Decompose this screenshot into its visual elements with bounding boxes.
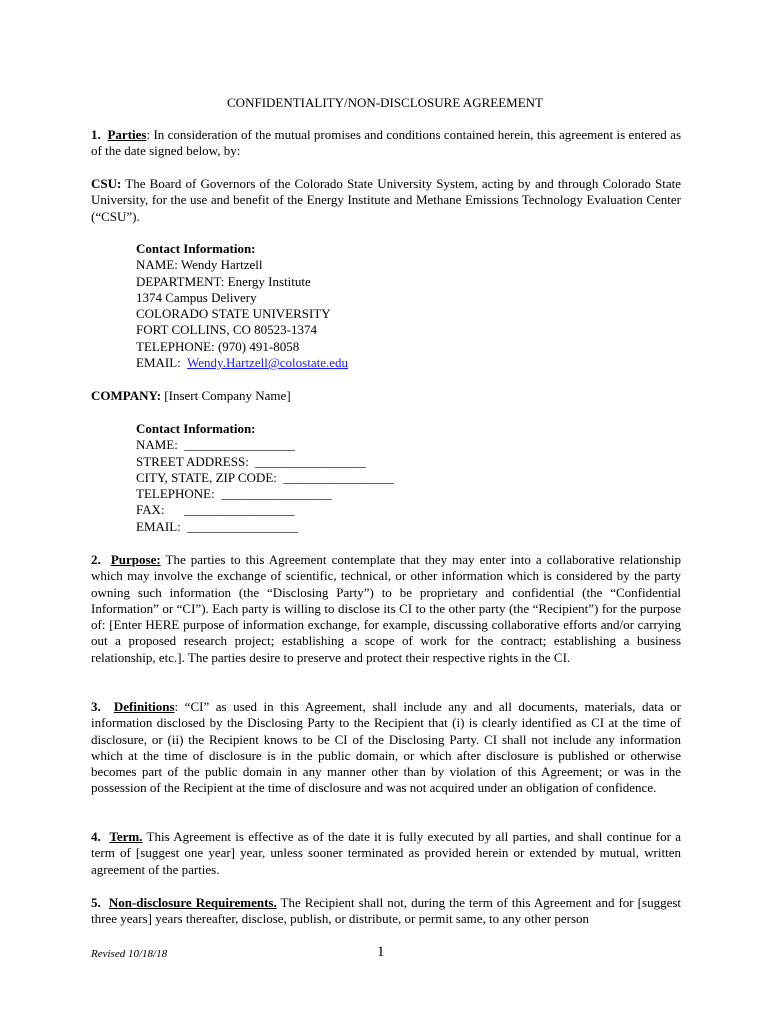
section-text: The Recipient shall not, during the term of this Agreement and for [suggest three years] years thereafter, disclose, publish, or distribute, or permit same, to any other person <box>91 895 682 927</box>
company-text: [Insert Company Name] <box>161 388 291 403</box>
section-number: 5. <box>91 895 101 910</box>
contact-name: NAME: Wendy Hartzell <box>136 257 263 273</box>
section-heading: Non-disclosure Requirements. <box>108 895 277 910</box>
section-parties <box>91 127 681 160</box>
csu-label: CSU: <box>91 176 122 191</box>
email-link[interactable]: Wendy.Hartzell@colostate.edu <box>187 355 349 371</box>
csu-text: The Board of Governors of the Colorado State University System, acting by and through Colorado State University, for the use and benefit of the Energy Institute and Methane Emissions Technology Evaluation Center (“CSU”). <box>91 176 681 224</box>
contact-name-field[interactable]: NAME: _________________ <box>136 437 295 453</box>
section-text: This Agreement is effective as of the date it is fully executed by all parties, and shall continue for a term of [suggest one year] year, unless sooner terminated as provided herein or extended by mutual, written agreement of the parties. <box>91 829 681 877</box>
contact-address-line: 1374 Campus Delivery <box>136 289 257 305</box>
contact-fax-field[interactable]: FAX: _________________ <box>136 502 295 518</box>
contact-department: DEPARTMENT: Energy Institute <box>136 273 311 289</box>
contact-email-field[interactable]: EMAIL: _________________ <box>136 518 298 534</box>
csu-party <box>91 176 681 225</box>
contact-city-field[interactable]: CITY, STATE, ZIP CODE: _________________ <box>136 469 394 485</box>
section-text: : “CI” as used in this Agreement, shall include any and all documents, materials, data or information disclosed by the Disclosing Party to the Recipient that (i) is clearly identified as CI at the time of disclosure, or (ii) the Recipient knows to be CI of the Disclosing Party. CI shall not include any information which at the time of disclosure is in the public domain, or which after disclosure is published or otherwise becomes part of the public domain in any manner other than by violation of this Agreement; or was in the possession of the Recipient at the time of disclosure and was not acquired under an obligation of confidence. <box>91 699 681 796</box>
section-nondisclosure <box>91 895 681 928</box>
section-heading: Definitions <box>113 699 175 714</box>
section-number: 1. <box>91 127 101 142</box>
revision-date: Revised 10/18/18 <box>91 948 168 960</box>
contact-address-line: FORT COLLINS, CO 80523-1374 <box>136 322 317 338</box>
section-number: 4. <box>91 829 101 844</box>
contact-heading: Contact Information: <box>136 241 256 256</box>
section-number: 2. <box>91 552 101 567</box>
section-text: : In consideration of the mutual promises and conditions contained herein, this agreement is entered as of the date signed below, by: <box>91 127 681 159</box>
contact-telephone: TELEPHONE: (970) 491-8058 <box>136 338 300 354</box>
section-heading: Purpose: <box>110 552 161 567</box>
section-heading: Parties <box>107 127 147 142</box>
contact-email-row <box>136 355 536 371</box>
contact-address-line: COLORADO STATE UNIVERSITY <box>136 306 331 322</box>
section-purpose <box>91 552 681 666</box>
company-label: COMPANY: <box>91 388 162 403</box>
document-title: CONFIDENTIALITY/NON-DISCLOSURE AGREEMENT <box>227 95 543 110</box>
company-party <box>91 388 681 404</box>
contact-telephone-field[interactable]: TELEPHONE: _________________ <box>136 486 332 502</box>
page-number: 1 <box>377 944 385 960</box>
section-heading: Term. <box>109 829 143 844</box>
email-label: EMAIL: <box>136 355 188 371</box>
section-number: 3. <box>91 699 101 714</box>
section-text: The parties to this Agreement contemplate that they may enter into a collaborative relationship which may involve the exchange of scientific, technical, or other information which is considered by the party owning such information (the “Disclosing Party”) to be proprietary and confidential (the “Confidential Information” or “CI”). Each party is willing to disclose its CI to the other party (the “Recipient”) for the purpose of: [Enter HERE purpose of information exchange, for example, discussing collaborative efforts and/or carrying out a proposed research project; establishing a scope of work for the contract; establishing a business relationship, etc.]. The parties desire to preserve and protect their respective rights in the CI. <box>91 552 681 665</box>
company-contact-block <box>136 421 536 535</box>
section-term <box>91 829 681 878</box>
csu-contact-block <box>136 241 536 371</box>
contact-street-field[interactable]: STREET ADDRESS: _________________ <box>136 453 366 469</box>
contact-heading: Contact Information: <box>136 421 256 436</box>
section-definitions <box>91 699 681 797</box>
